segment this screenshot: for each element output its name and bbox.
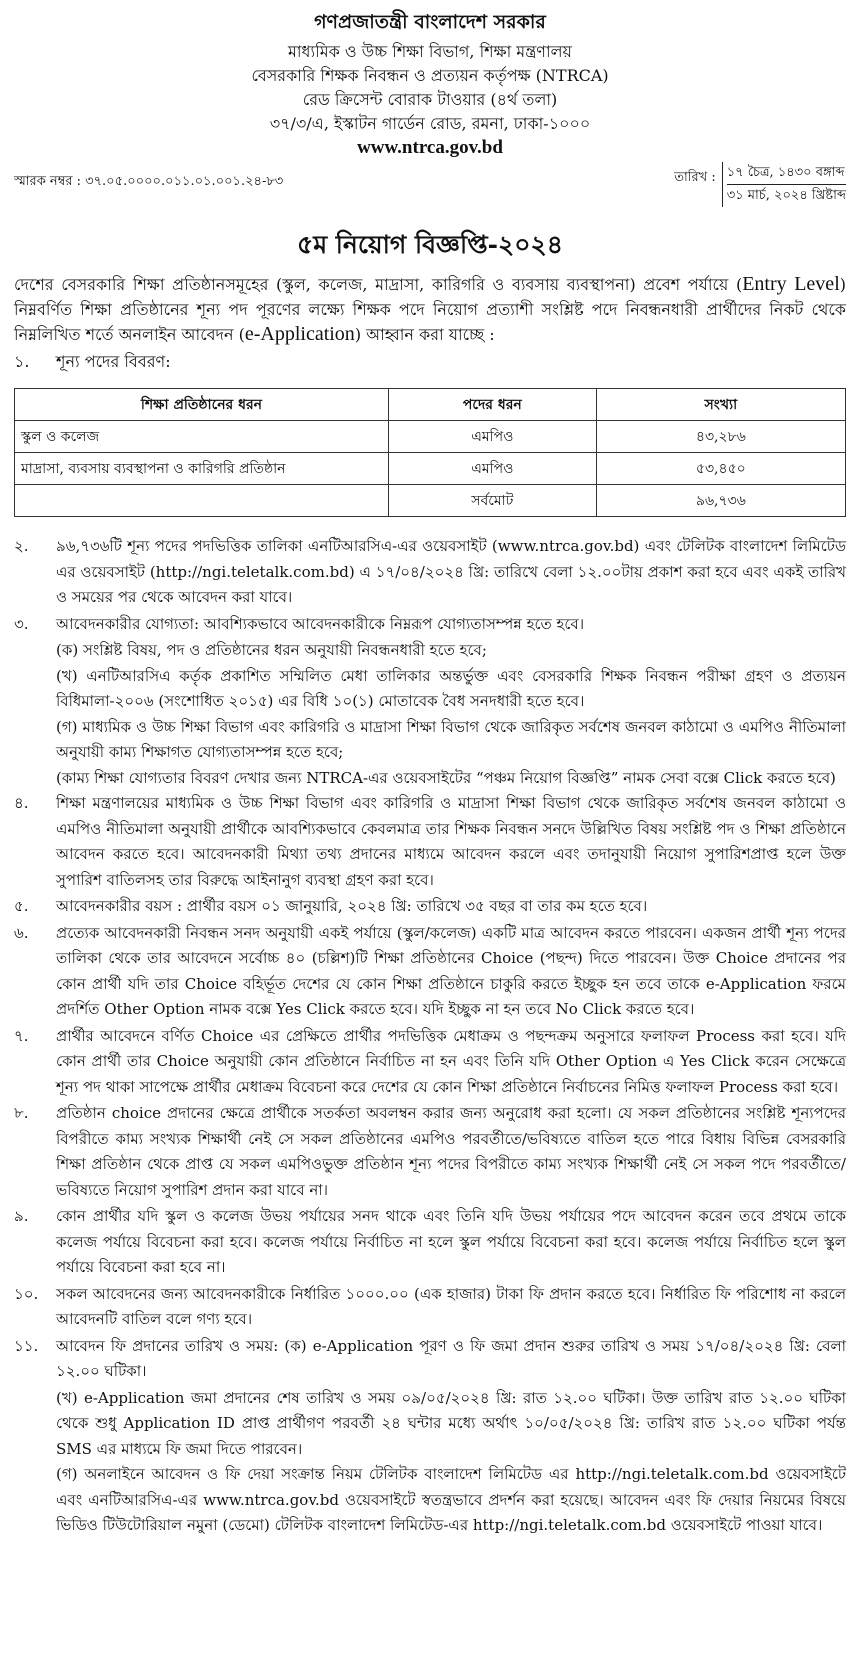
condition-text: আবেদন ফি প্রদানের তারিখ ও সময়: (ক) e-Application পূরণ ও ফি জমা প্রদান শুরুর তারিখ ও সময় ১৭/০৪/২০২৪ খ্রি: বেলা ১২.০০ ঘটিকা।: [56, 1336, 846, 1380]
condition-11-c: (গ) অনলাইনে আবেদন ও ফি দেয়া সংক্রান্ত নিয়ম টেলিটক বাংলাদেশ লিমিটেড এর http://ngi.teletalk.com.bd ওয়েবসাইটে এবং এনটিআরসিএ-এর www.ntrca.gov.bd ওয়েবসাইটে স্বতন্ত্রভাবে প্রদর্শন করা হয়েছে। আবেদন এবং ফি দেয়ার নিয়মের বিষয়ে ভিডিও টিউটোরিয়াল নমুনা (ডেমো) টেলিটক বাংলাদেশ লিমিটেড-এর http://ngi.teletalk.com.bd ওয়েবসাইটে পাওয়া যাবে।: [56, 1465, 846, 1534]
section-1-label: শূন্য পদের বিবরণ:: [56, 352, 171, 371]
cell-institution: স্কুল ও কলেজ: [15, 421, 389, 453]
condition-text: আবেদনকারীর বয়স : প্রার্থীর বয়স ০১ জানুয়ারি, ২০২৪ খ্রি: তারিখে ৩৫ বছর বা তার কম হতে হবে।: [56, 897, 648, 915]
condition-text: ৯৬,৭৩৬টি শূন্য পদের পদভিত্তিক তালিকা এনটিআরসিএ-এর ওয়েবসাইট (www.ntrca.gov.bd) এবং টেলিটক বাংলাদেশ লিমিটেড এর ওয়েবসাইট (http://ngi.teletalk.com.bd) এ ১৭/০৪/২০২৪ খ্রি: তারিখে বেলা ১২.০০টায় প্রকাশ করা হবে এবং একই তারিখ ও সময়ের পর থেকে আবেদন করা যাবে।: [56, 537, 846, 606]
condition-text: সকল আবেদনের জন্য আবেদনকারীকে নির্ধারিত ১০০০.০০ (এক হাজার) টাকা ফি প্রদান করতে হবে। নির্ধারিত ফি পরিশোধ না করলে আবেদনটি বাতিল বলে গণ্য হবে।: [56, 1284, 846, 1328]
condition-text: প্রত্যেক আবেদনকারী নিবন্ধন সনদ অনুযায়ী একই পর্যায়ে (স্কুল/কলেজ) একটি মাত্র আবেদন করতে পারবেন। একজন প্রার্থী শূন্য পদের তালিকা থেকে তার আবেদনে সর্বোচ্চ ৪০ (চল্লিশ)টি শিক্ষা প্রতিষ্ঠানের Choice (পছন্দ) দিতে পারবেন। উক্ত Choice প্রদানের পর কোন প্রার্থী যদি তার Choice বহির্ভূত দেশের যে কোন শিক্ষা প্রতিষ্ঠানে চাকুরি করতে ইচ্ছুক হন তবে তাকে e-Application ফরমে প্রদর্শিত Other Option নামক বক্সে Yes Click করতে হবে। যদি ইচ্ছুক না হন তবে No Click করতে হবে।: [56, 923, 846, 1018]
condition-number: ৫.: [14, 897, 29, 915]
condition-5: [14, 894, 846, 920]
conditions-list: [14, 534, 846, 1539]
website-link[interactable]: www.ntrca.gov.bd: [357, 137, 503, 158]
condition-text: কোন প্রার্থীর যদি স্কুল ও কলেজ উভয় পর্যায়ের সনদ থাকে এবং তিনি যদি উভয় পর্যায়ের পদে আবেদন করেন তবে প্রথমে তাকে কলেজ পর্যায়ে বিবেচনা করা হবে। কলেজ পর্যায়ে নির্বাচিত না হলে স্কুল পর্যায়ে বিবেচনা করা হবে। কলেজ পর্যায়ে নির্বাচিত হলে স্কুল পর্যায়ে বিবেচনা করা হবে না।: [56, 1207, 846, 1276]
cell-total-count: ৯৬,৭৩৬: [596, 485, 845, 517]
memo-date-row: [14, 165, 846, 208]
condition-number: ৭.: [14, 1026, 29, 1045]
condition-3-d: (কাম্য শিক্ষা যোগ্যতার বিবরণ দেখার জন্য NTRCA-এর ওয়েবসাইটের “পঞ্চম নিয়োগ বিজ্ঞপ্তি” নামক সেবা বক্সে Click করতে হবে): [56, 768, 836, 787]
authority-name: বেসরকারি শিক্ষক নিবন্ধন ও প্রত্যয়ন কর্তৃপক্ষ (NTRCA): [251, 66, 609, 85]
table-row: [15, 421, 846, 453]
memo-number: স্মারক নম্বর : ৩৭.০৫.০০০০.০১১.০১.০০১.২৪-৮৩: [14, 174, 284, 189]
section-1: [14, 349, 846, 374]
condition-8: [14, 1101, 846, 1203]
intro-paragraph: [14, 272, 846, 375]
vacancy-table: [14, 388, 846, 517]
condition-3-a: (ক) সংশ্লিষ্ট বিষয়, পদ ও প্রতিষ্ঠানের ধরন অনুযায়ী নিবন্ধনধারী হতে হবে;: [56, 641, 487, 659]
date-label: তারিখ :: [674, 170, 716, 185]
condition-text: আবেদনকারীর যোগ্যতা: আবশ্যিকভাবে আবেদনকারীকে নিম্নরূপ যোগ্যতাসম্পন্ন হতে হবে।: [56, 614, 585, 633]
condition-6: [14, 921, 846, 1023]
condition-11: [14, 1334, 846, 1385]
intro-e-application: e-Application: [244, 323, 355, 345]
condition-3-b: (খ) এনটিআরসিএ কর্তৃক প্রকাশিত সম্মিলিত মেধা তালিকার অন্তর্ভুক্ত এবং বেসরকারি শিক্ষক নিবন্ধন পরীক্ষা গ্রহণ ও প্রত্যয়ন বিধিমালা-২০০৬ (সংশোধিত ২০১৫) এর বিধি ১০(১) মোতাবেক বৈধ সনদধারী হতে হবে।: [56, 666, 846, 710]
condition-3-c: (গ) মাধ্যমিক ও উচ্চ শিক্ষা বিভাগ এবং কারিগরি ও মাদ্রাসা শিক্ষা বিভাগ থেকে জারিকৃত সর্বশেষ জনবল কাঠামো ও এমপিও নীতিমালা অনুযায়ী কাম্য শিক্ষাগত যোগ্যতাসম্পন্ন হতে হবে;: [56, 717, 846, 761]
cell-institution: মাদ্রাসা, ব্যবসায় ব্যবস্থাপনা ও কারিগরি প্রতিষ্ঠান: [15, 453, 389, 485]
condition-number: ৬.: [14, 923, 29, 942]
condition-number: ৪.: [14, 794, 29, 812]
condition-10: [14, 1282, 846, 1333]
table-header-row: [15, 389, 846, 421]
building-name: রেড ক্রিসেন্ট বোরাক টাওয়ার (৪র্থ তলা): [302, 90, 558, 109]
office-address: ৩৭/৩/এ, ইস্কাটন গার্ডেন রোড, রমনা, ঢাকা-১০০০: [269, 114, 591, 133]
cell-count: ৫৩,৪৫০: [596, 453, 845, 485]
condition-4: [14, 791, 846, 893]
ministry-name: মাধ্যমিক ও উচ্চ শিক্ষা বিভাগ, শিক্ষা মন্ত্রণালয়: [288, 42, 572, 61]
condition-2: [14, 534, 846, 611]
col-count: সংখ্যা: [596, 389, 845, 421]
intro-text-2: ) নিম্নবর্ণিত শিক্ষা প্রতিষ্ঠানের শূন্য পদ পূরণের লক্ষ্যে শিক্ষক পদে নিয়োগ প্রত্যাশী সংশ্লিষ্ট পদে নিবন্ধনধারী প্রার্থীদের নিকট থেকে নিম্নলিখিত শর্তে অনলাইন আবেদন (: [14, 275, 846, 344]
notice-title: ৫ম নিয়োগ বিজ্ঞপ্তি-২০২৪: [296, 230, 564, 259]
government-name: গণপ্রজাতন্ত্রী বাংলাদেশ সরকার: [314, 11, 546, 33]
letterhead: [0, 8, 860, 160]
cell-institution: [15, 485, 389, 517]
condition-number: ৮.: [14, 1104, 29, 1122]
cell-count: ৪৩,২৮৬: [596, 421, 845, 453]
condition-number: ২.: [14, 537, 29, 555]
condition-text: শিক্ষা মন্ত্রণালয়ের মাধ্যমিক ও উচ্চ শিক্ষা বিভাগ এবং কারিগরি ও মাদ্রাসা শিক্ষা বিভাগ থেকে জারিকৃত সর্বশেষ জনবল কাঠামো ও এমপিও নীতিমালা অনুযায়ী প্রার্থীকে আবশ্যিকভাবে কেবলমাত্র তার শিক্ষক নিবন্ধন সনদে উল্লিখিত বিষয় সংশ্লিষ্ট পদ ও শিক্ষা প্রতিষ্ঠানে আবেদন করতে হবে। আবেদনকারী মিথ্যা তথ্য প্রদানের মাধ্যমে আবেদন করলে এবং তদানুযায়ী নিয়োগ সুপারিশপ্রাপ্ত হলে উক্ত সুপারিশ বাতিলসহ তার বিরুদ্ধে আইনানুগ ব্যবস্থা গ্রহণ করা হবে।: [56, 794, 846, 889]
table-row: [15, 453, 846, 485]
condition-number: ১১.: [14, 1336, 39, 1355]
condition-9: [14, 1204, 846, 1281]
date-box: [674, 162, 846, 207]
date-english: ৩১ মার্চ, ২০২৪ খ্রিষ্টাব্দ: [726, 188, 846, 203]
condition-number: ১০.: [14, 1284, 39, 1303]
cell-total-label: সর্বমোট: [388, 485, 596, 517]
condition-7: [14, 1024, 846, 1101]
intro-text-3: ) আহ্বান করা যাচ্ছে :: [354, 325, 495, 344]
condition-text: প্রার্থীর আবেদনে বর্ণিত Choice এর প্রেক্ষিতে প্রার্থীর পদভিত্তিক মেধাক্রম ও পছন্দক্রম অনুসারে ফলাফল Process করা হবে। যদি কোন প্রার্থী তার Choice অনুযায়ী কোন প্রতিষ্ঠানে নির্বাচিত না হন এবং তিনি যদি Other Option এ Yes Click করেন সেক্ষেত্রে শূন্য পদ থাকা সাপেক্ষে প্রার্থীর মেধাক্রম বিবেচনা করে দেশের যে কোন শিক্ষা প্রতিষ্ঠানে নির্বাচনের নিমিত্ত ফলাফল Process করা হবে।: [56, 1026, 846, 1096]
condition-number: ৯.: [14, 1207, 29, 1225]
intro-text-1: দেশের বেসরকারি শিক্ষা প্রতিষ্ঠানসমূহের (স্কুল, কলেজ, মাদ্রাসা, কারিগরি ও ব্যবসায় ব্যবস্থাপনা) প্রবেশ পর্যায়ে (: [14, 275, 743, 294]
col-post-type: পদের ধরন: [388, 389, 596, 421]
condition-3: [14, 612, 846, 638]
cell-post-type: এমপিও: [388, 453, 596, 485]
table-total-row: [15, 485, 846, 517]
condition-number: ৩.: [14, 614, 29, 633]
condition-text: প্রতিষ্ঠান choice প্রদানের ক্ষেত্রে প্রার্থীকে সতর্কতা অবলম্বন করার জন্য অনুরোধ করা হলো। যে সকল প্রতিষ্ঠানের সংশ্লিষ্ট শূন্যপদের বিপরীতে কাম্য সংখ্যক শিক্ষার্থী নেই সে সকল প্রতিষ্ঠানের এমপিও পরবর্তীতে/ভবিষ্যতে বাতিল হতে পারে বিধায় বিভিন্ন বেসরকারি শিক্ষা প্রতিষ্ঠান থেকে প্রাপ্ত যে সকল এমপিওভুক্ত প্রতিষ্ঠান শূন্য পদের বিপরীতে কাম্য সংখ্যক শিক্ষার্থী নেই সে সকল পদে পরবর্তীতে/ভবিষ্যতে নিয়োগ সুপারিশ প্রদান করা যাবে না।: [56, 1104, 846, 1199]
section-1-number: ১.: [14, 352, 30, 371]
intro-entry-level: Entry Level: [742, 273, 840, 295]
condition-11-b: (খ) e-Application জমা প্রদানের শেষ তারিখ ও সময় ০৯/০৫/২০২৪ খ্রি: রাত ১২.০০ ঘটিকা। উক্ত তারিখ রাত ১২.০০ ঘটিকা থেকে শুধু Application ID প্রাপ্ত প্রার্থীগণ পরবর্তী ২৪ ঘন্টার মধ্যে অর্থাৎ ১০/০৫/২০২৪ খ্রি: তারিখ রাত ১২.০০ ঘটিকা পর্যন্ত SMS এর মাধ্যমে ফি জমা দিতে পারবেন।: [56, 1388, 846, 1458]
col-institution-type: শিক্ষা প্রতিষ্ঠানের ধরন: [15, 389, 389, 421]
cell-post-type: এমপিও: [388, 421, 596, 453]
date-bangla: ১৭ চৈত্র, ১৪৩০ বঙ্গাব্দ: [727, 162, 846, 185]
